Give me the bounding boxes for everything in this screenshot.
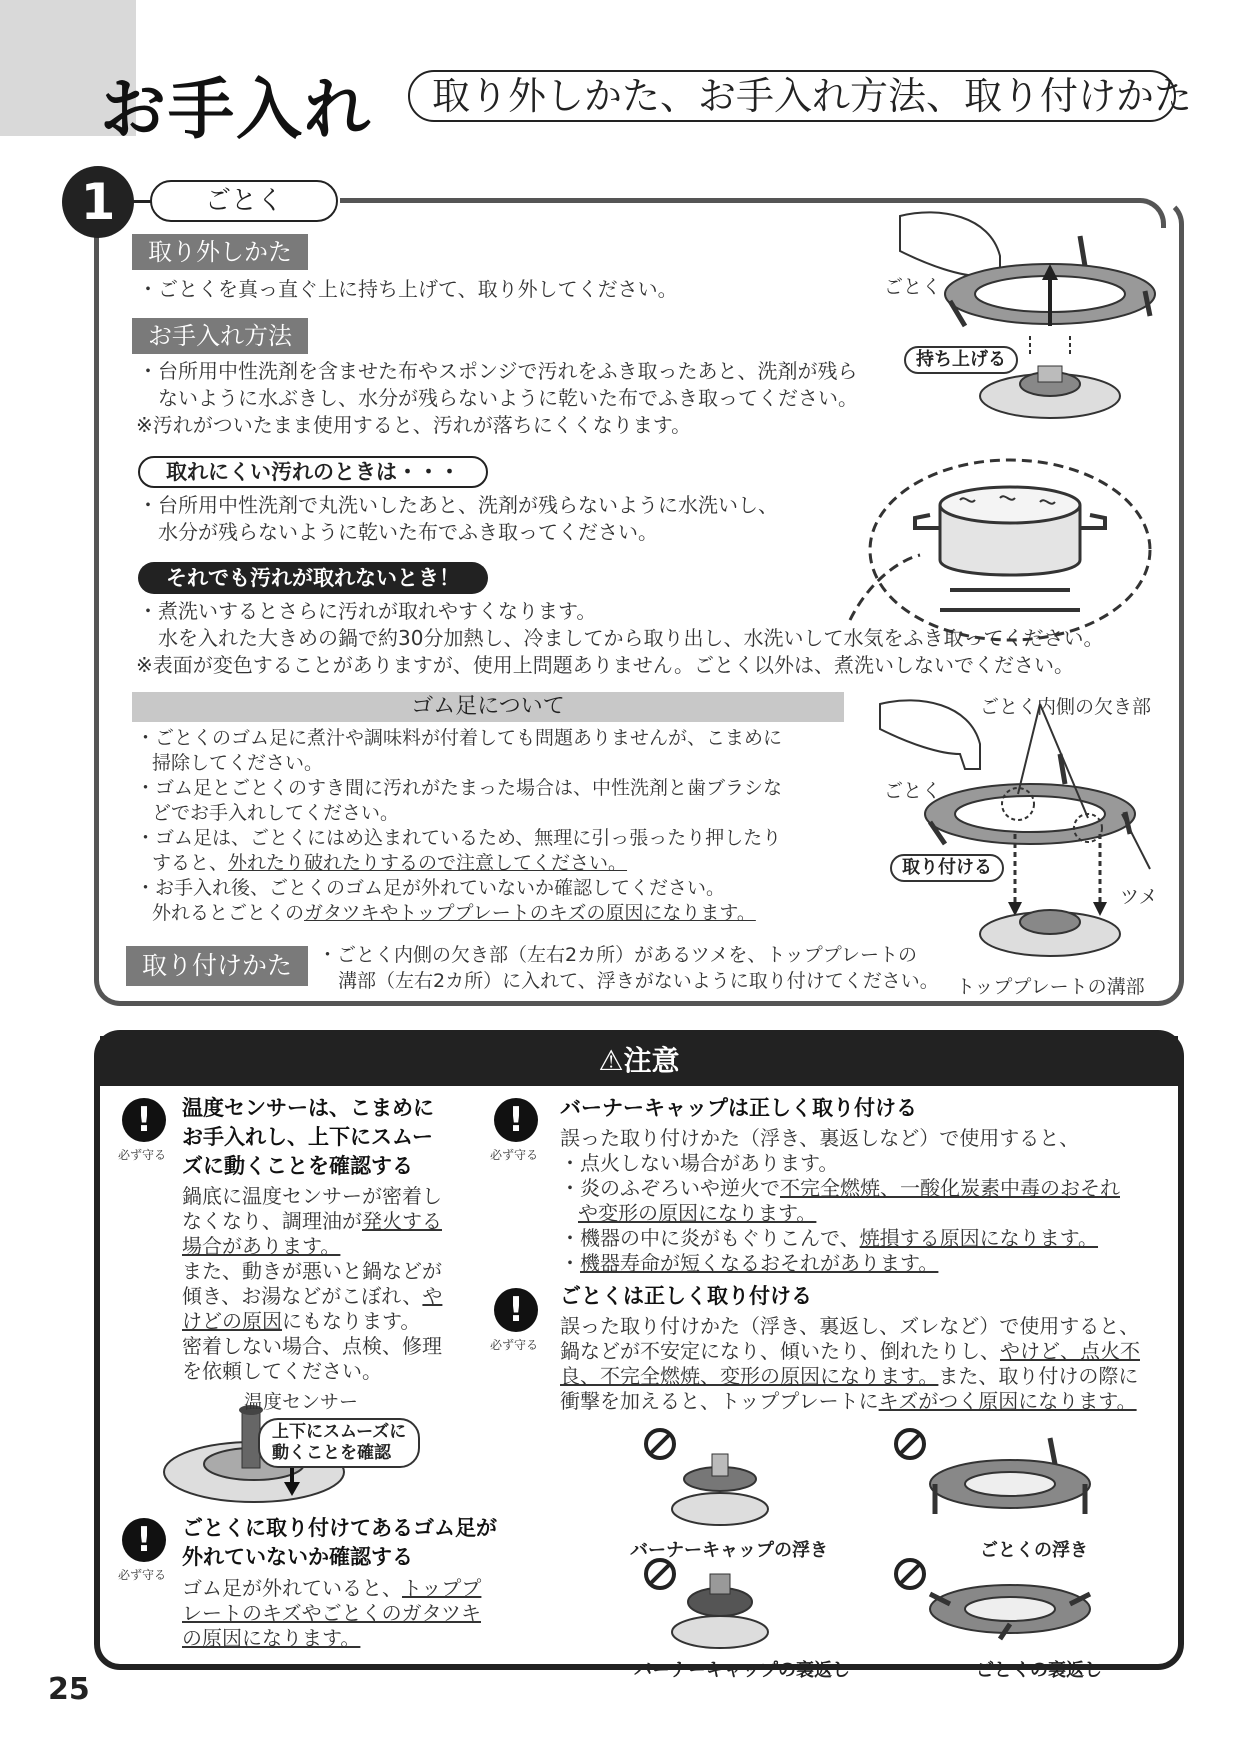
attach-line-1: ・ごとく内側の欠き部（左右2カ所）があるツメを、トッププレートの [318, 944, 918, 966]
gotoku-flip-illustration [890, 1554, 1120, 1654]
fig-cap-float-label: バーナーキャップの浮き [630, 1540, 828, 1561]
fig3-groove-label: トッププレートの溝部 [956, 976, 1145, 998]
sensor-label: 温度センサー [244, 1391, 359, 1413]
fig-gotoku-flip-label: ごとくの裏返し [976, 1660, 1102, 1681]
hard-dirt-line-1: ・台所用中性洗剤で丸洗いしたあと、洗剤が残らないように水洗いし、 [138, 493, 778, 517]
fig1-lift-label: 持ち上げる [904, 346, 1018, 374]
warning-triangle-icon: ⚠ [598, 1044, 624, 1077]
caution-b2-heading: ごとくに取り付けてあるゴム足が 外れていないか確認する [182, 1516, 497, 1569]
fig3-claw-label: ツメ [1120, 886, 1158, 908]
rubber-title: ゴム足について [132, 692, 844, 722]
burner-cap-float-illustration [640, 1424, 780, 1534]
caution-b3-heading: バーナーキャップは正しく取り付ける [560, 1096, 917, 1120]
clean-note: ※汚れがついたまま使用すると、汚れが落ちにくくなります。 [136, 413, 692, 437]
lift-gotoku-illustration [880, 206, 1170, 446]
remove-label: 取り外しかた [132, 234, 308, 270]
fig1-gotoku-label: ごとく [884, 276, 942, 298]
boiling-pot-illustration [840, 460, 1160, 660]
mandatory-icon: ! [494, 1288, 538, 1332]
mandatory-caption: 必ず守る [490, 1148, 539, 1162]
attach-label: 取り付けかた [126, 946, 308, 986]
still-dirty-note: ※表面が変色することがありますが、使用上問題ありません。ごとく以外は、煮洗いしないでください。 [136, 653, 1074, 677]
rubber-block: ・ごとくのゴム足に煮汁や調味料が付着しても問題ありませんが、こまめに 掃除してください。 ・ゴム足とごとくのすき間に汚れがたまった場合は、中性洗剤と歯ブラシな どでお手入れしてください。 ・ゴム足は、ごとくにはめ込まれているため、無理に引っ張ったり押したり すると、外れたり破れたりするので注意してください。 ・お手入れ後、ごとくのゴム足が外れていないか確認してください。 外れるとごとくのガタツキやトッププレートのキズの原因になります。 [136, 727, 783, 924]
fig3-notch-label: ごとく内側の欠き部 [980, 696, 1152, 718]
mandatory-icon: ! [494, 1098, 538, 1142]
page-subtitle: 取り外しかた、お手入れ方法、取り付けかた [408, 70, 1176, 122]
page-title: お手入れ [100, 71, 372, 148]
caution-b1-body: 鍋底に温度センサーが密着し なくなり、調理油が発火する 場合があります。 また、動きが悪いと鍋などが 傾き、お湯などがこぼれ、や けどの原因にもなります。 密着しない場合、点検、修理 を依頼してください。 [182, 1184, 443, 1383]
page-number: 25 [48, 1672, 90, 1707]
fig-cap-flip-label: バーナーキャップの裏返し [634, 1660, 850, 1681]
clean-line-1: ・台所用中性洗剤を含ませた布やスポンジで汚れをふき取ったあと、洗剤が残ら [138, 359, 858, 383]
mandatory-caption: 必ず守る [490, 1338, 539, 1352]
still-dirty-pill: それでも汚れが取れないとき！ [138, 562, 488, 594]
hard-dirt-pill: 取れにくい汚れのときは・・・ [138, 456, 488, 488]
fig3-attach-label: 取り付ける [890, 854, 1004, 882]
attach-line-2: 溝部（左右2カ所）に入れて、浮きがないように取り付けてください。 [338, 970, 939, 992]
caution-b2-body: ゴム足が外れていると、トッププ レートのキズやごとくのガタツキ の原因になります。 [182, 1576, 482, 1650]
fig-gotoku-float-label: ごとくの浮き [980, 1540, 1088, 1561]
section-tab: ごとく [150, 180, 338, 222]
clean-label: お手入れ方法 [132, 318, 308, 354]
caution-b4-heading: ごとくは正しく取り付ける [560, 1284, 812, 1308]
fig3-gotoku-label: ごとく [884, 780, 942, 802]
clean-line-2: ないように水ぶきし、水分が残らないように乾いた布でふき取ってください。 [158, 386, 858, 410]
step-number: 1 [62, 166, 134, 238]
mandatory-icon: ! [122, 1098, 166, 1142]
still-dirty-line-1: ・煮洗いするとさらに汚れが取れやすくなります。 [138, 599, 597, 623]
caution-title: 注意 [623, 1044, 680, 1077]
caution-section [94, 1030, 1184, 1681]
attach-gotoku-illustration [860, 694, 1180, 974]
remove-text: ・ごとくを真っ直ぐ上に持ち上げて、取り外してください。 [138, 277, 678, 301]
caution-b1-heading: 温度センサーは、こまめに お手入れし、上下にスムー ズに動くことを確認する [182, 1096, 434, 1178]
sensor-move-callout: 上下にスムーズに 動くことを確認 [258, 1418, 420, 1468]
caution-header [100, 1036, 1178, 1086]
caution-b4-body: 誤った取り付けかた（浮き、裏返し、ズレなど）で使用すると、 鍋などが不安定になり、傾いたり、倒れたりし、やけど、点火不 良、不完全燃焼、変形の原因になります。また、取り付けの際に 衝撃を加えると、トッププレートにキズがつく原因になります。 [560, 1314, 1140, 1413]
still-dirty-line-2: 水を入れた大きめの鍋で約30分加熱し、冷ましてから取り出し、水洗いして水気をふき取ってください。 [158, 626, 1104, 650]
mandatory-caption: 必ず守る [118, 1568, 167, 1582]
mandatory-caption: 必ず守る [118, 1148, 167, 1162]
caution-b3-body: 誤った取り付けかた（浮き、裏返しなど）で使用すると、 ・点火しない場合があります。 ・炎のふぞろいや逆火で不完全燃焼、一酸化炭素中毒のおそれ や変形の原因になります。 ・機器の中に炎がもぐりこんで、焼損する原因になります。 ・機器寿命が短くなるおそれがあります。 [560, 1126, 1120, 1275]
hard-dirt-line-2: 水分が残らないように乾いた布でふき取ってください。 [158, 520, 658, 544]
burner-cap-flip-illustration [640, 1554, 780, 1654]
gotoku-float-illustration [890, 1424, 1120, 1534]
mandatory-icon: ! [122, 1518, 166, 1562]
